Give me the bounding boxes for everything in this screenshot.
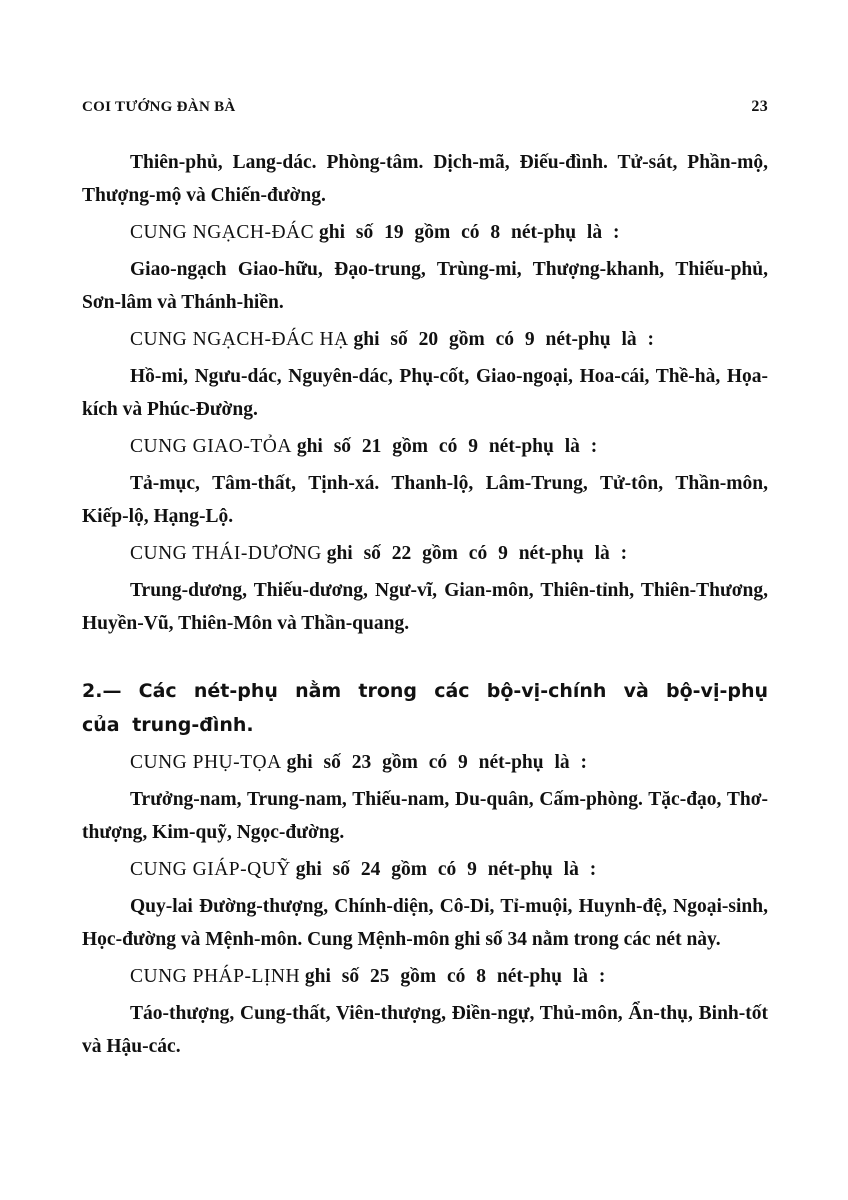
- cung-entry: [82, 746, 768, 779]
- list-paragraph: Trưởng-nam, Trung-nam, Thiếu-nam, Du-quân, Cấm-phòng. Tặc-đạo, Thơ-thượng, Kim-quỹ, Ngọc-đường.: [82, 789, 768, 843]
- cung-name: CUNG GIÁP-QUỸ: [130, 859, 291, 880]
- list-paragraph: Giao-ngạch Giao-hữu, Đạo-trung, Trùng-mi, Thượng-khanh, Thiếu-phủ, Sơn-lâm và Thánh-hiền.: [82, 259, 768, 313]
- list-paragraph: Thiên-phủ, Lang-dác. Phòng-tâm. Dịch-mã, Điếu-đình. Tử-sát, Phần-mộ, Thượng-mộ và Chiến-đường.: [82, 152, 768, 206]
- cung-description: ghi số 20 gồm có 9 nét-phụ là :: [353, 329, 654, 350]
- cung-name: CUNG THÁI-DƯƠNG: [130, 543, 322, 564]
- running-title: COI TƯỚNG ĐÀN BÀ: [82, 99, 236, 115]
- list-paragraph: Quy-lai Đường-thượng, Chính-diện, Cô-Di, Tỉ-muội, Huynh-đệ, Ngoại-sinh, Học-đường và Mệnh-môn. Cung Mệnh-môn ghi số 34 nằm trong các nét này.: [82, 896, 768, 950]
- cung-entry: [82, 430, 768, 463]
- cung-entry: [82, 216, 768, 249]
- list-paragraph: Hồ-mi, Ngưu-dác, Nguyên-dác, Phụ-cốt, Giao-ngoại, Hoa-cái, Thề-hà, Họa-kích và Phúc-Đường.: [82, 366, 768, 420]
- cung-entry: [82, 323, 768, 356]
- list-paragraph: Tả-mục, Tâm-thất, Tịnh-xá. Thanh-lộ, Lâm-Trung, Tử-tôn, Thần-môn, Kiếp-lộ, Hạng-Lộ.: [82, 473, 768, 527]
- cung-description: ghi số 25 gồm có 8 nét-phụ là :: [304, 966, 606, 987]
- cung-name: CUNG PHỤ-TỌA: [130, 752, 282, 773]
- body-text: [82, 146, 768, 1067]
- cung-name: CUNG PHÁP-LỊNH: [130, 966, 301, 987]
- cung-description: ghi số 22 gồm có 9 nét-phụ là :: [326, 543, 628, 564]
- cung-description: ghi số 21 gồm có 9 nét-phụ là :: [296, 436, 598, 457]
- page-number: 23: [751, 98, 768, 115]
- cung-name: CUNG NGẠCH-ĐÁC HẠ: [130, 329, 349, 350]
- cung-name: CUNG GIAO-TỎA: [130, 436, 292, 457]
- cung-description: ghi số 23 gồm có 9 nét-phụ là :: [286, 752, 588, 773]
- cung-entry: [82, 960, 768, 993]
- cung-description: ghi số 19 gồm có 8 nét-phụ là :: [319, 222, 620, 243]
- running-header: [82, 98, 768, 116]
- list-paragraph: Táo-thượng, Cung-thất, Viên-thượng, Điền-ngự, Thủ-môn, Ẩn-thụ, Binh-tốt và Hậu-các.: [82, 1003, 768, 1057]
- cung-description: ghi số 24 gồm có 9 nét-phụ là :: [295, 859, 597, 880]
- cung-name: CUNG NGẠCH-ĐÁC: [130, 222, 315, 243]
- cung-entry: [82, 537, 768, 570]
- list-paragraph: Trung-dương, Thiếu-dương, Ngư-vĩ, Gian-môn, Thiên-tỉnh, Thiên-Thương, Huyền-Vũ, Thiên-Môn và Thần-quang.: [82, 580, 768, 634]
- section-heading: 2.— Các nét-phụ nằm trong các bộ-vị-chính và bộ-vị-phụ của trung-đình.: [82, 680, 768, 736]
- cung-entry: [82, 853, 768, 886]
